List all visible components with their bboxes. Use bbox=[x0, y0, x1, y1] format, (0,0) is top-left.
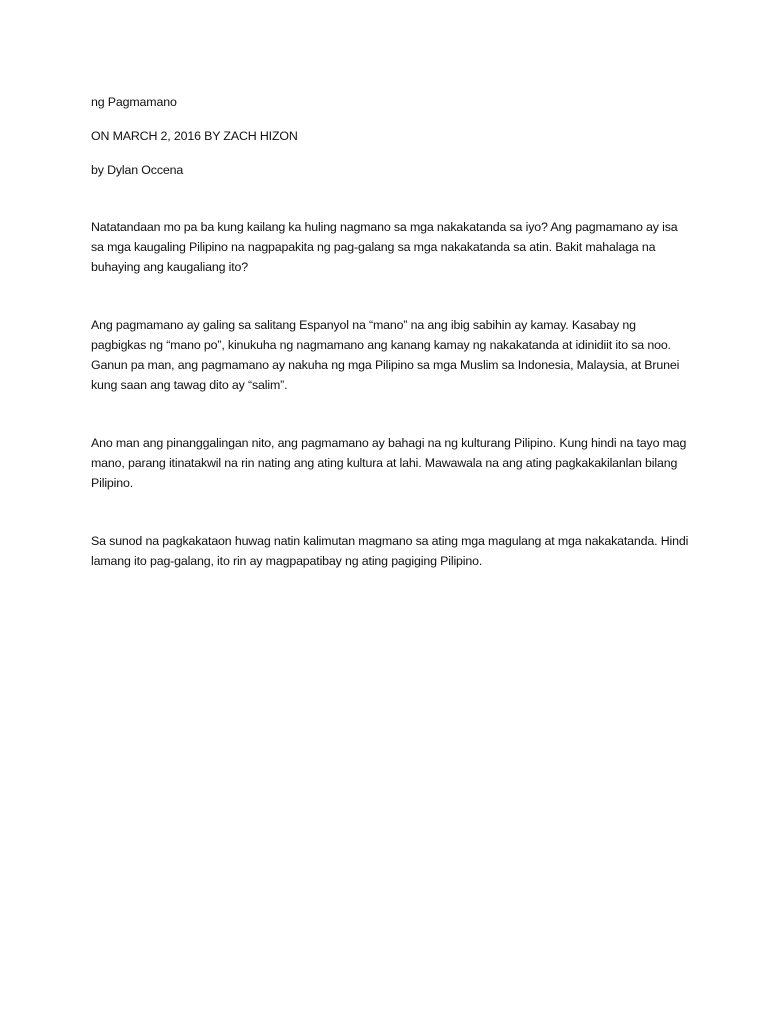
paragraph-4: Sa sunod na pagkakataon huwag natin kalimutan magmano sa ating mga magulang at mga nakakatanda. Hindi lamang ito pag-galang, ito rin ay magpapatibay ng ating pagiging Pilipino. bbox=[91, 534, 689, 568]
paragraph-2: Ang pagmamano ay galing sa salitang Espanyol na “mano” na ang ibig sabihin ay kamay. Kasabay ng pagbigkas ng “mano po”, kinukuha ng nagmamano ang kanang kamay ng nakakatanda at idinidiit ito sa noo. Ganun pa man, ang pagmamano ay nakuha ng mga Pilipino sa mga Muslim sa Indonesia, Malaysia, at Brunei kung saan ang tawag dito ay “salim”. bbox=[91, 318, 680, 392]
paragraph-1: Natatandaan mo pa ba kung kailang ka huling nagmano sa mga nakakatanda sa iyo? Ang pagmamano ay isa sa mga kaugaling Pilipino na nagpapakita ng pag-galang sa mga nakakatanda sa atin. Bakit mahalaga na buhaying ang kaugaliang ito? bbox=[91, 220, 678, 274]
author-line: by Dylan Occena bbox=[91, 163, 184, 177]
title-line: ng Pagmamano bbox=[91, 95, 177, 109]
paragraph-3: Ano man ang pinanggalingan nito, ang pagmamano ay bahagi na ng kulturang Pilipino. Kung hindi na tayo mag mano, parang itinatakwil na rin nating ang ating kultura at lahi. Mawawala na ang ating pagkakakilanlan bilang Pilipino. bbox=[91, 436, 687, 490]
document-body bbox=[91, 92, 691, 609]
byline-date: ON MARCH 2, 2016 BY ZACH HIZON bbox=[91, 129, 298, 143]
